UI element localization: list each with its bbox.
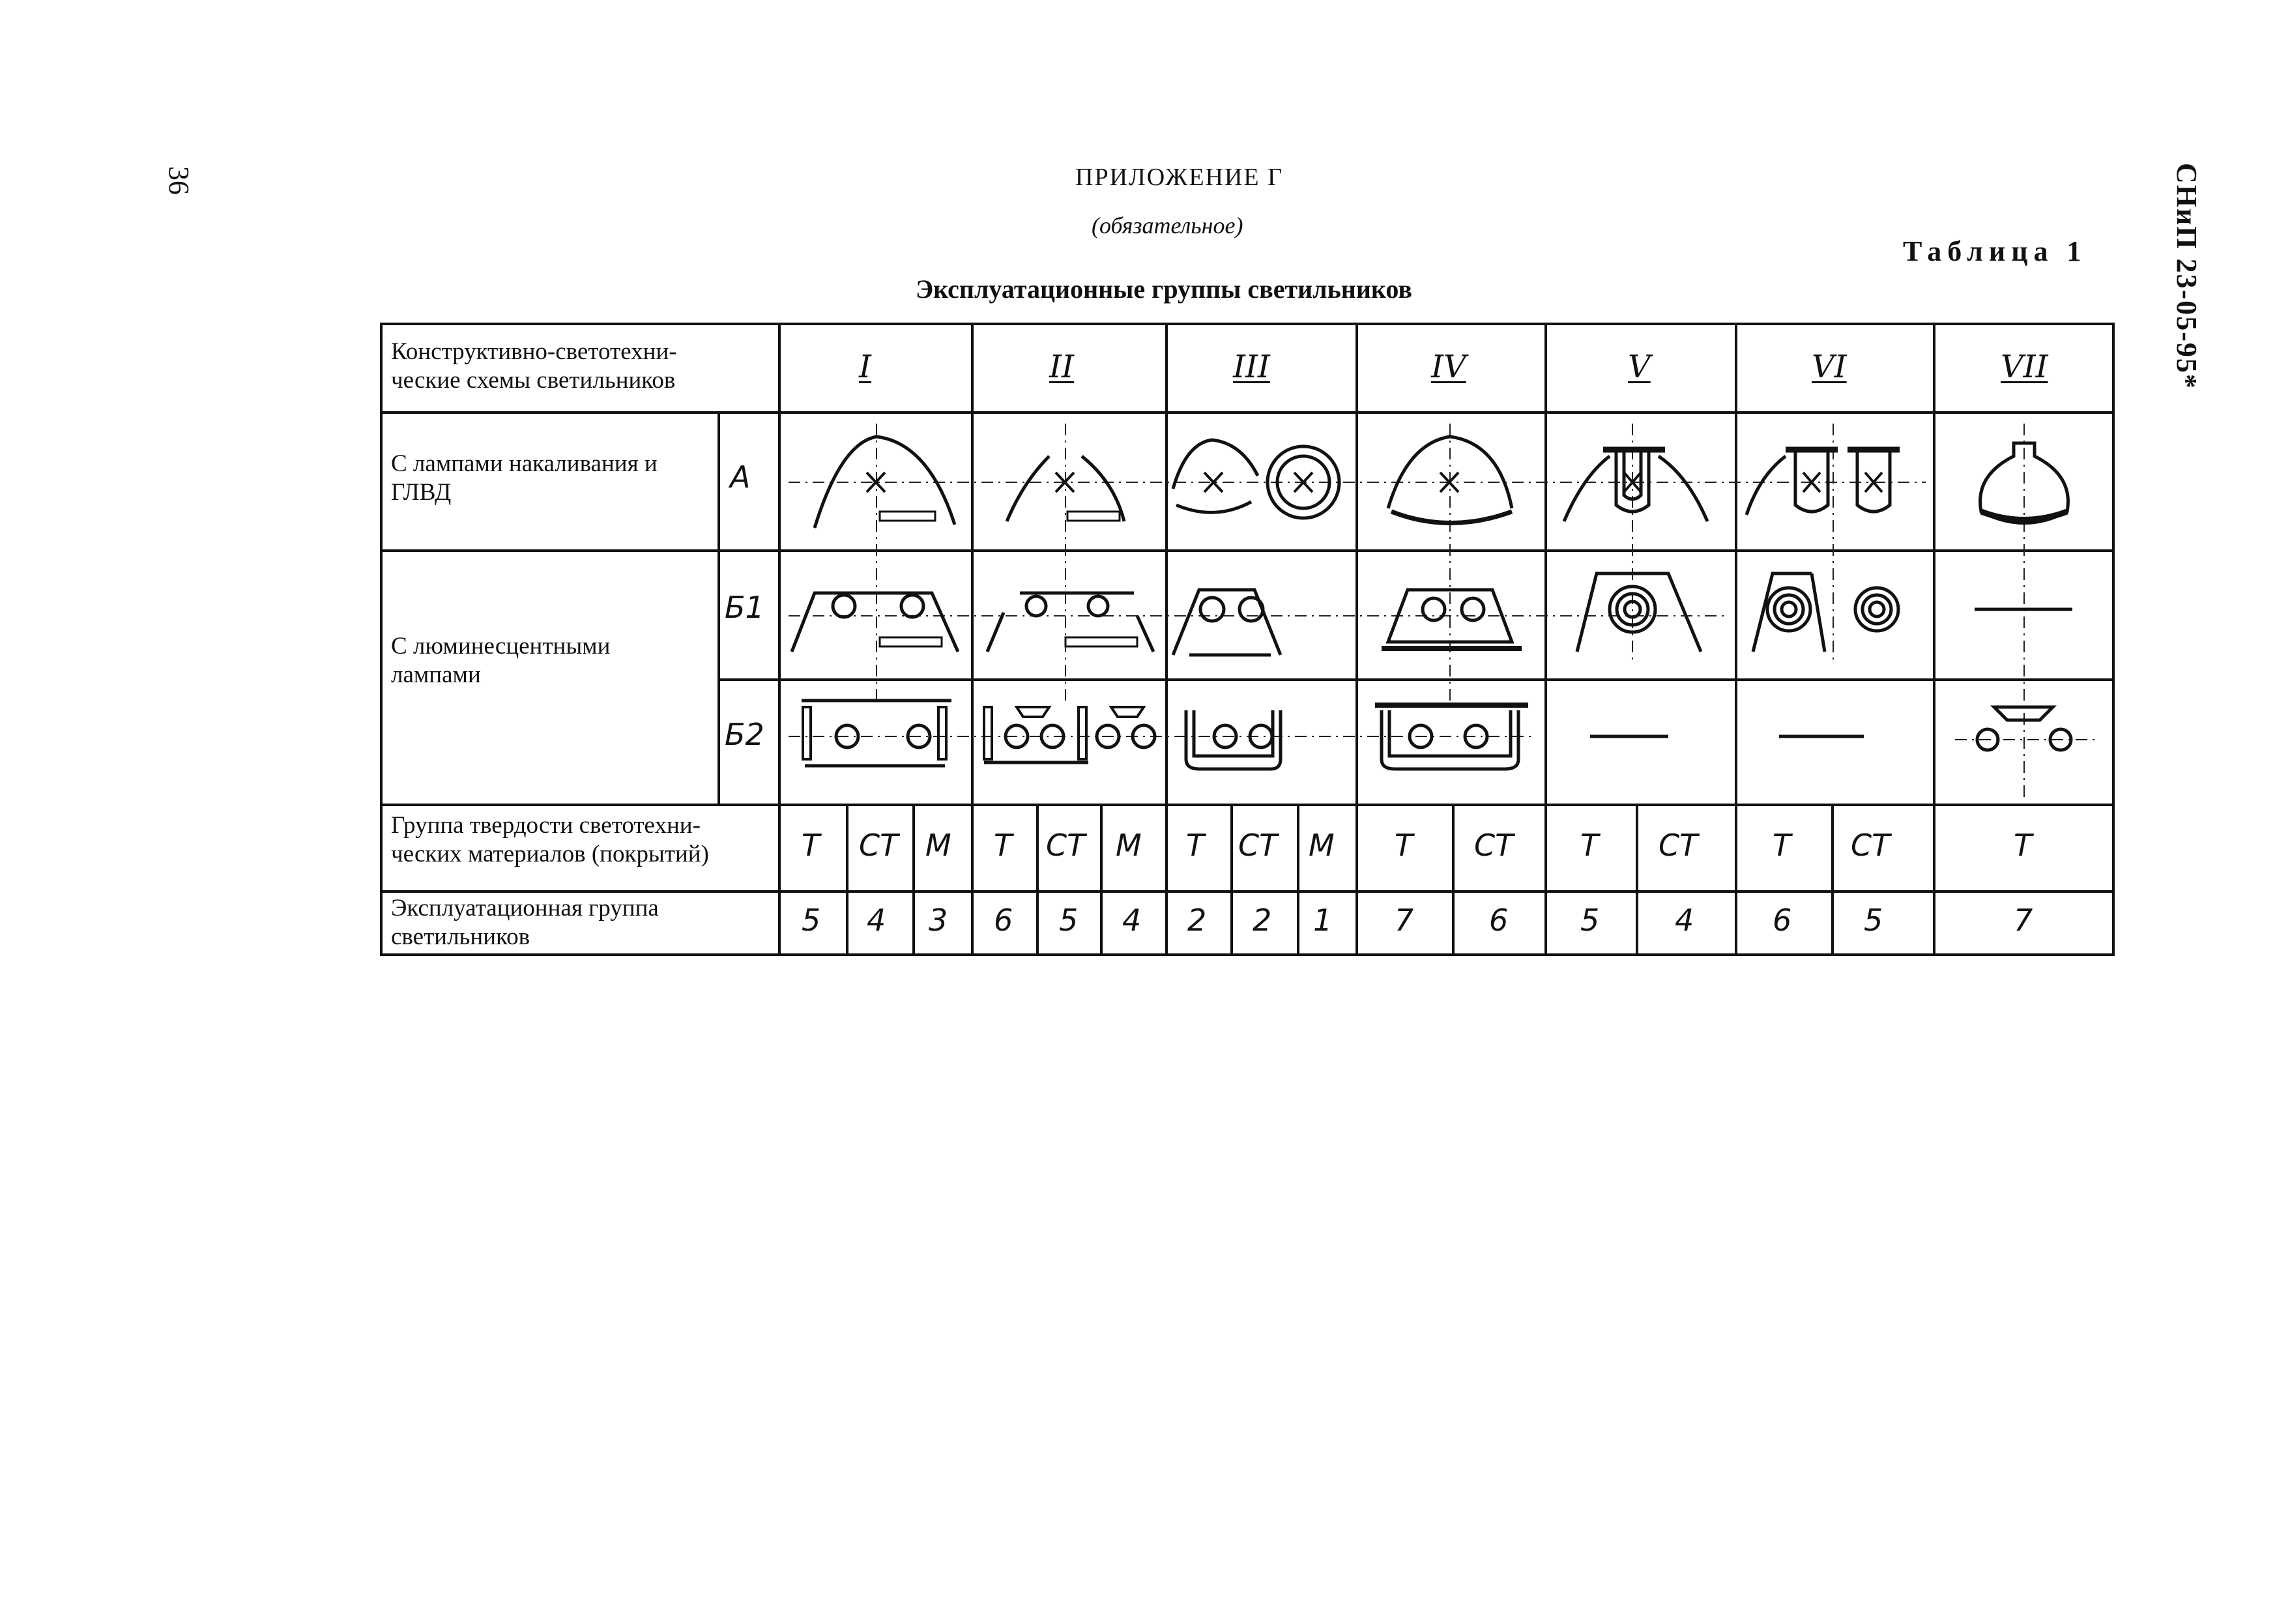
row-b1-schemes (792, 573, 2072, 655)
hardness-cell: СТ (1474, 828, 1514, 863)
axis-lines (789, 424, 2024, 798)
row-label-fluorescent (391, 632, 610, 689)
table-title: Эксплуатационные группы светильников (916, 274, 1412, 304)
column-header-i: I (859, 349, 871, 385)
hardness-cell: Т (994, 828, 1013, 863)
row-label-incandescent (391, 450, 658, 507)
row-code-b1: Б1 (725, 590, 764, 625)
scheme-header (391, 338, 677, 395)
row-label-incandescent-line2: ГЛВД (391, 479, 452, 506)
hardness-cell: Т (802, 828, 820, 863)
group-cell: 2 (1253, 903, 1272, 938)
hardness-cell: СТ (1046, 828, 1086, 863)
row-label-operational (391, 894, 659, 951)
page-number: 36 (163, 166, 195, 195)
group-cell: 1 (1313, 903, 1333, 938)
row-label-operational-line2: светильников (391, 923, 530, 950)
row-b2-schemes (802, 701, 2098, 769)
group-cell: 7 (2014, 903, 2033, 938)
row-label-fluorescent-line1: С люминесцентными (391, 633, 611, 660)
row-label-hardness-line2: ческих материалов (покрытий) (391, 841, 709, 867)
group-cell: 7 (1395, 903, 1414, 938)
hardness-cell: Т (2014, 828, 2033, 863)
group-cell: 6 (1773, 903, 1792, 938)
group-cell: 5 (1059, 903, 1079, 938)
group-cell: 6 (1489, 903, 1509, 938)
group-cell: 6 (994, 903, 1013, 938)
hardness-cell: Т (1186, 828, 1205, 863)
hardness-cell: М (1116, 828, 1142, 863)
appendix-note: (обязательное) (1092, 212, 1243, 239)
column-header-iii: III (1233, 349, 1270, 385)
group-cell: 4 (1122, 903, 1142, 938)
hardness-cell: Т (1773, 828, 1791, 863)
scheme-header-line1: Конструктивно-светотехни- (391, 338, 677, 365)
group-cell: 4 (1675, 903, 1694, 938)
column-header-iv: IV (1431, 349, 1466, 385)
row-code-a: А (730, 459, 751, 495)
column-header-ii: II (1049, 349, 1074, 385)
column-header-vi: VI (1812, 349, 1847, 385)
hardness-cell: Т (1580, 828, 1599, 863)
group-cell: 2 (1187, 903, 1207, 938)
hardness-cell: СТ (1659, 828, 1698, 863)
row-label-incandescent-line1: С лампами накаливания и (391, 450, 658, 477)
hardness-cell: М (1309, 828, 1335, 863)
hardness-cell: СТ (859, 828, 899, 863)
row-label-hardness (391, 811, 709, 869)
row-label-fluorescent-line2: лампами (391, 661, 481, 688)
row-code-b2: Б2 (725, 717, 764, 752)
group-cell: 4 (867, 903, 886, 938)
group-cell: 5 (1864, 903, 1883, 938)
hardness-cell: СТ (1851, 828, 1891, 863)
column-header-v: V (1628, 349, 1651, 385)
appendix-title: ПРИЛОЖЕНИЕ Г (1075, 164, 1284, 191)
document-code: СНиП 23-05-95* (2171, 163, 2203, 390)
row-label-operational-line1: Эксплуатационная группа (391, 895, 659, 921)
group-cell: 3 (929, 903, 948, 938)
table-label: Таблица 1 (1903, 235, 2087, 267)
column-header-vii: VII (2001, 349, 2048, 385)
hardness-cell: СТ (1238, 828, 1278, 863)
hardness-cell: Т (1395, 828, 1413, 863)
group-cell: 5 (802, 903, 821, 938)
scheme-header-line2: ческие схемы светильников (391, 367, 676, 394)
row-label-hardness-line1: Группа твердости светотехни- (391, 812, 701, 839)
group-cell: 5 (1580, 903, 1600, 938)
hardness-cell: М (925, 828, 951, 863)
